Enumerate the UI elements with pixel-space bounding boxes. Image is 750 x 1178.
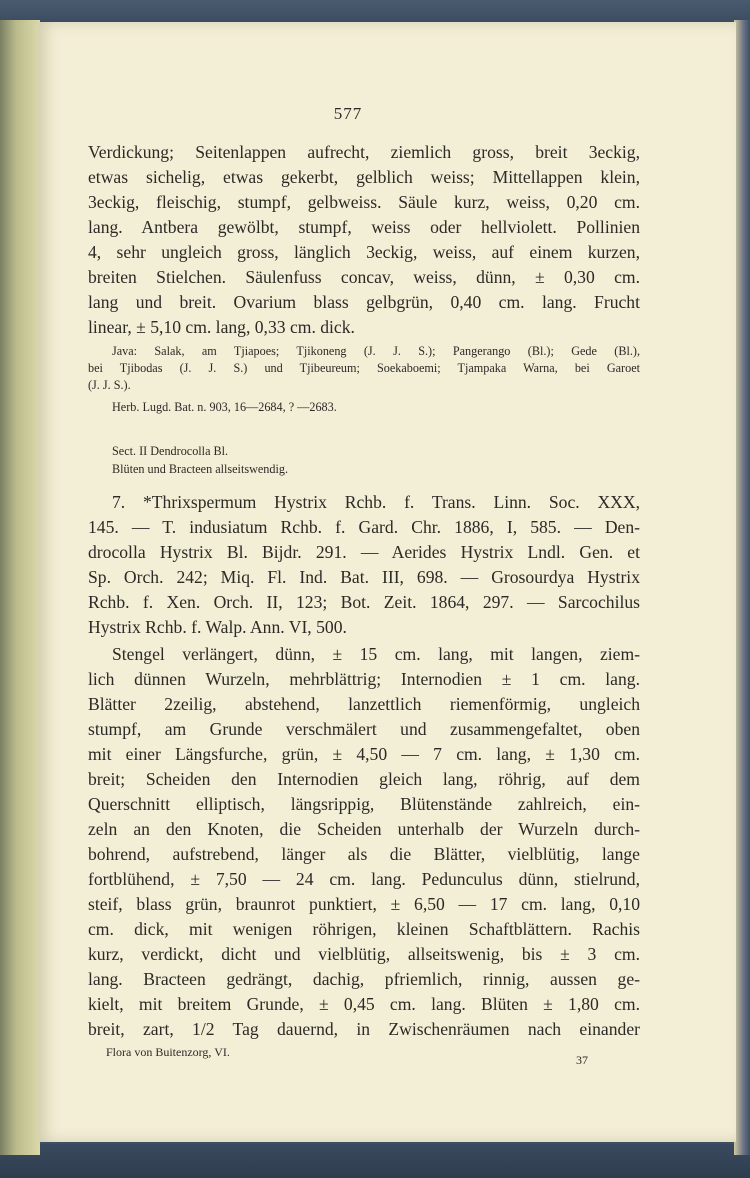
description-line: lang. Bracteen gedrängt, dachig, pfriemlich, rinnig, aussen ge-	[88, 969, 640, 989]
species-line: 145. — T. indusiatum Rchb. f. Gard. Chr. 1886, I, 585. — Den-	[88, 517, 640, 537]
description-line: Stengel verlängert, dünn, ± 15 cm. lang, mit langen, ziem-	[112, 644, 640, 664]
locality-line: Java: Salak, am Tjiapoes; Tjikoneng (J. J. S.); Pangerango (Bl.); Gede (Bl.),	[112, 344, 640, 358]
description-line: kielt, mit breitem Grunde, ± 0,45 cm. lang. Blüten ± 1,80 cm.	[88, 994, 640, 1014]
description-line: zeln an den Knoten, die Scheiden unterhalb der Wurzeln durch-	[88, 819, 640, 839]
text-line: linear, ± 5,10 cm. lang, 0,33 cm. dick.	[88, 317, 355, 337]
book-cover-edge	[734, 20, 750, 1155]
bottom-background	[0, 1144, 750, 1178]
description-line: stumpf, am Grunde verschmälert und zusammengefaltet, oben	[88, 719, 640, 739]
section-heading: Sect. II Dendrocolla Bl.	[112, 444, 229, 458]
footer-signature-number: 37	[576, 1053, 588, 1067]
locality-line: (J. J. S.).	[88, 378, 131, 392]
footer-series-title: Flora von Buitenzorg, VI.	[106, 1045, 230, 1059]
description-line: Blätter 2zeilig, abstehend, lanzettlich riemenförmig, ungleich	[88, 694, 640, 714]
species-line: Rchb. f. Xen. Orch. II, 123; Bot. Zeit. 1864, 297. — Sarcochilus	[88, 592, 640, 612]
text-line: 3eckig, fleischig, stumpf, gelbweiss. Säule kurz, weiss, 0,20 cm.	[88, 192, 640, 212]
species-line: Hystrix Rchb. f. Walp. Ann. VI, 500.	[88, 617, 347, 637]
text-line: Verdickung; Seitenlappen aufrecht, ziemlich gross, breit 3eckig,	[88, 142, 640, 162]
description-line: breit, zart, 1/2 Tag dauernd, in Zwischenräumen nach einander	[88, 1019, 640, 1039]
description-line: lich dünnen Wurzeln, mehrblättrig; Internodien ± 1 cm. lang.	[88, 669, 640, 689]
locality-line: bei Tjibodas (J. J. S.) und Tjibeureum; Soekaboemi; Tjampaka Warna, bei Garoet	[88, 361, 640, 375]
description-line: breit; Scheiden den Internodien gleich lang, röhrig, auf dem	[88, 769, 640, 789]
text-line: etwas sichelig, etwas gekerbt, gelblich weiss; Mittellappen klein,	[88, 167, 640, 187]
description-line: cm. dick, mit wenigen röhrigen, kleinen Schaftblättern. Rachis	[88, 919, 640, 939]
text-line: 4, sehr ungleich gross, länglich 3eckig, weiss, auf einem kurzen,	[88, 242, 640, 262]
description-line: kurz, verdickt, dicht und vielblütig, allseitswenig, bis ± 3 cm.	[88, 944, 640, 964]
species-line: Sp. Orch. 242; Miq. Fl. Ind. Bat. III, 698. — Grosourdya Hystrix	[88, 567, 640, 587]
text-line: lang. Antbera gewölbt, stumpf, weiss oder hellviolett. Pollinien	[88, 217, 640, 237]
description-line: Querschnitt elliptisch, längsrippig, Blütenstände zahlreich, ein-	[88, 794, 640, 814]
book-gutter	[0, 20, 40, 1155]
species-line: 7. *Thrixspermum Hystrix Rchb. f. Trans. Linn. Soc. XXX,	[112, 492, 640, 512]
description-line: steif, blass grün, braunrot punktiert, ± 6,50 — 17 cm. lang, 0,10	[88, 894, 640, 914]
description-line: mit einer Längsfurche, grün, ± 4,50 — 7 cm. lang, ± 1,30 cm.	[88, 744, 640, 764]
book-page	[38, 22, 736, 1142]
herbarium-line: Herb. Lugd. Bat. n. 903, 16—2684, ? —2683.	[112, 400, 337, 414]
species-line: drocolla Hystrix Bl. Bijdr. 291. — Aerides Hystrix Lndl. Gen. et	[88, 542, 640, 562]
text-line: lang und breit. Ovarium blass gelbgrün, 0,40 cm. lang. Frucht	[88, 292, 640, 312]
text-line: breiten Stielchen. Säulenfuss concav, weiss, dünn, ± 0,30 cm.	[88, 267, 640, 287]
description-line: fortblühend, ± 7,50 — 24 cm. lang. Pedunculus dünn, stielrund,	[88, 869, 640, 889]
description-line: bohrend, aufstrebend, länger als die Blätter, vielblütig, lange	[88, 844, 640, 864]
section-note: Blüten und Bracteen allseitswendig.	[112, 462, 288, 476]
page-number: 577	[333, 104, 363, 123]
